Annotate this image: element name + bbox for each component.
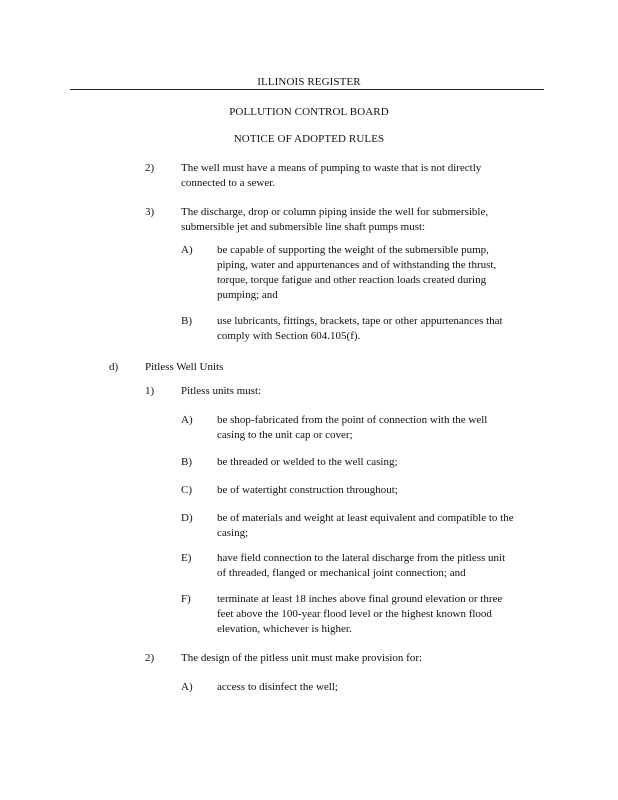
item-d2a-label: A) <box>181 681 193 693</box>
item-d1-text: Pitless units must: <box>181 385 262 397</box>
item-3a-text: be capable of supporting the weight of the submersible pump, piping, water and appurtenances and of withstanding the thrust, torque, torque fatigue and other reaction loads created during pumping; and <box>217 244 497 301</box>
board-name: POLLUTION CONTROL BOARD <box>229 106 389 118</box>
item-d1a-text: be shop-fabricated from the point of connection with the well casing to the unit cap or cover; <box>217 414 488 441</box>
item-d1e-text: have field connection to the lateral discharge from the pitless unit of threaded, flanged or mechanical joint connection; and <box>217 552 506 579</box>
item-3b-text: use lubricants, fittings, brackets, tape or other appurtenances that comply with Section 604.105(f). <box>217 315 503 342</box>
item-d2-text: The design of the pitless unit must make provision for: <box>181 652 423 664</box>
section-d-label: d) <box>109 361 119 373</box>
register-title: ILLINOIS REGISTER <box>257 76 361 88</box>
item-d2a-text: access to disinfect the well; <box>217 681 338 693</box>
item-3b-label: B) <box>181 315 192 327</box>
notice-title: NOTICE OF ADOPTED RULES <box>233 133 385 145</box>
item-3-label: 3) <box>145 206 155 218</box>
item-d1c-text: be of watertight construction throughout; <box>217 484 398 496</box>
item-d1-label: 1) <box>145 385 155 397</box>
item-d2-label: 2) <box>145 652 155 664</box>
item-d1d-label: D) <box>181 512 193 524</box>
item-d1f-label: F) <box>181 593 191 605</box>
item-d1e-label: E) <box>181 552 192 564</box>
item-d1f-text: terminate at least 18 inches above final ground elevation or three feet above the 100-year flood level or the highest known flood elevation, whichever is higher. <box>217 593 503 635</box>
item-3-text: The discharge, drop or column piping inside the well for submersible, submersible jet and submersible line shaft pumps must: <box>181 206 489 233</box>
item-d1a-label: A) <box>181 414 193 426</box>
item-2-label: 2) <box>145 162 155 174</box>
section-d-title: Pitless Well Units <box>145 361 224 373</box>
item-d1d-text: be of materials and weight at least equivalent and compatible to the casing; <box>217 512 514 539</box>
item-3a-label: A) <box>181 244 193 256</box>
item-d1b-label: B) <box>181 456 192 468</box>
item-d1c-label: C) <box>181 484 192 496</box>
item-2-text: The well must have a means of pumping to waste that is not directly connected to a sewer. <box>181 162 482 189</box>
header-rule <box>70 89 544 90</box>
item-d1b-text: be threaded or welded to the well casing; <box>217 456 398 468</box>
